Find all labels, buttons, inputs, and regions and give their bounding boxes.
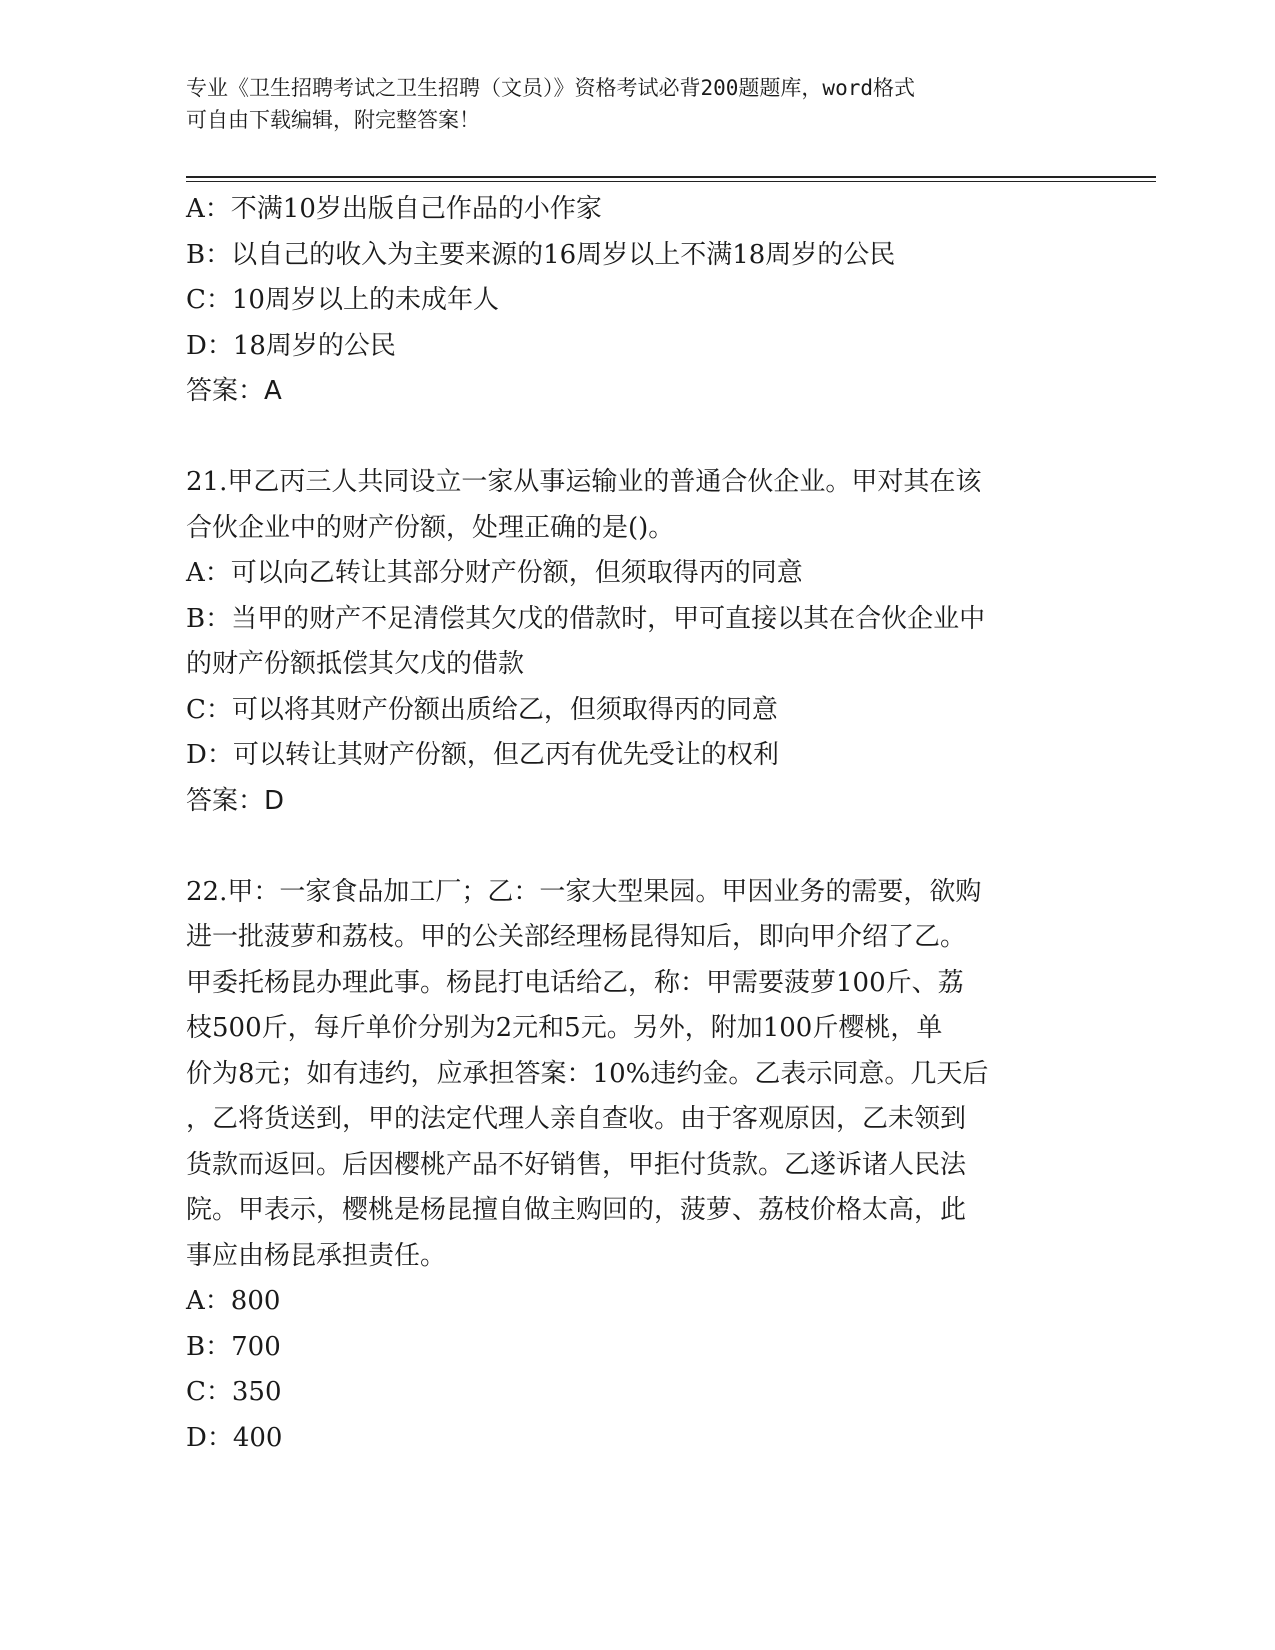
option-a: A：可以向乙转让其部分财产份额，但须取得丙的同意 bbox=[186, 558, 803, 588]
header-line-2: 可自由下载编辑，附完整答案！ bbox=[186, 108, 480, 132]
document-header bbox=[186, 72, 1086, 136]
option-d: D：18周岁的公民 bbox=[186, 330, 396, 361]
question-stem-line: 甲委托杨昆办理此事。杨昆打电话给乙，称：甲需要菠萝100斤、荔 bbox=[186, 967, 964, 998]
question-20 bbox=[186, 187, 1086, 415]
document-body bbox=[186, 187, 1086, 1461]
question-stem-line: 枝500斤，每斤单价分别为2元和5元。另外，附加100斤樱桃，单 bbox=[186, 1013, 943, 1043]
option-b: B：以自己的收入为主要来源的16周岁以上不满18周岁的公民 bbox=[186, 239, 896, 270]
question-stem-line: 事应由杨昆承担责任。 bbox=[186, 1240, 447, 1271]
header-rule-thick bbox=[186, 176, 1156, 178]
option-d: D：可以转让其财产份额，但乙丙有优先受让的权利 bbox=[186, 740, 779, 770]
question-stem-line: 院。甲表示，樱桃是杨昆擅自做主购回的，菠萝、荔枝价格太高，此 bbox=[186, 1195, 967, 1225]
question-stem-line: ，乙将货送到，甲的法定代理人亲自查收。由于客观原因，乙未领到 bbox=[186, 1104, 967, 1134]
option-d: D：400 bbox=[186, 1422, 283, 1453]
question-stem-line: 21.甲乙丙三人共同设立一家从事运输业的普通合伙企业。甲对其在该 bbox=[186, 467, 982, 497]
answer-line: 答案：D bbox=[186, 785, 285, 816]
question-21 bbox=[186, 460, 1086, 824]
answer-line: 答案：A bbox=[186, 376, 282, 406]
option-c: C：可以将其财产份额出质给乙，但须取得丙的同意 bbox=[186, 694, 778, 725]
option-b-continued: 的财产份额抵偿其欠戊的借款 bbox=[186, 649, 525, 679]
question-stem-line: 合伙企业中的财产份额，处理正确的是()。 bbox=[186, 512, 675, 543]
option-b: B：700 bbox=[186, 1331, 281, 1362]
question-stem-line: 价为8元；如有违约，应承担答案：10%违约金。乙表示同意。几天后 bbox=[186, 1058, 989, 1089]
question-22 bbox=[186, 870, 1086, 1462]
option-b: B：当甲的财产不足清偿其欠戊的借款时，甲可直接以其在合伙企业中 bbox=[186, 603, 986, 634]
spacer bbox=[186, 824, 1086, 870]
option-c: C：350 bbox=[186, 1377, 282, 1407]
question-stem-line: 22.甲：一家食品加工厂；乙：一家大型果园。甲因业务的需要，欲购 bbox=[186, 876, 982, 907]
spacer bbox=[186, 415, 1086, 461]
option-c: C：10周岁以上的未成年人 bbox=[186, 285, 499, 315]
option-a: A：不满10岁出版自己作品的小作家 bbox=[186, 194, 602, 224]
header-rule-thin bbox=[186, 181, 1156, 182]
question-stem-line: 进一批菠萝和荔枝。甲的公关部经理杨昆得知后，即向甲介绍了乙。 bbox=[186, 922, 967, 952]
question-stem-line: 货款而返回。后因樱桃产品不好销售，甲拒付货款。乙遂诉诸人民法 bbox=[186, 1149, 967, 1180]
header-line-1: 专业《卫生招聘考试之卫生招聘（文员）》资格考试必背200题题库，word格式 bbox=[186, 76, 915, 100]
option-a: A：800 bbox=[186, 1286, 281, 1316]
